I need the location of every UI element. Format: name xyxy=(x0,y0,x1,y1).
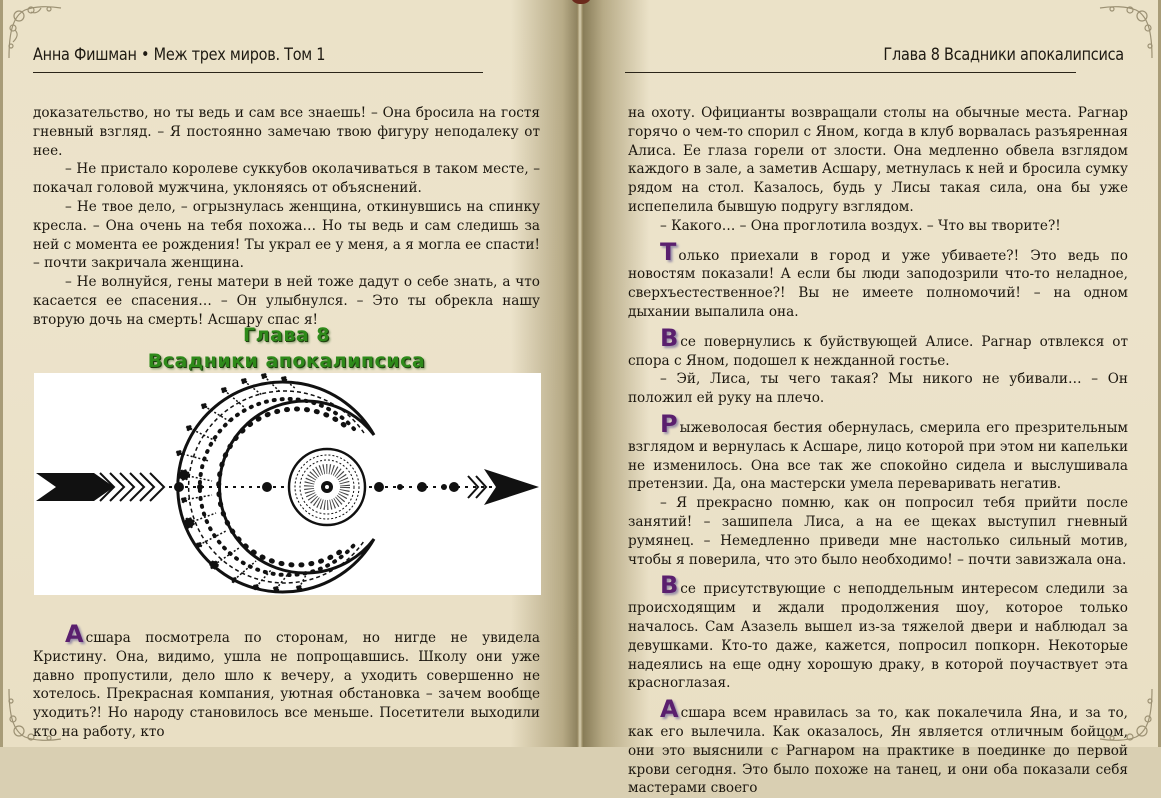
paragraph: – Какого… – Она проглотила воздух. – Что вы творите?! xyxy=(660,217,1061,234)
paragraph-text: се присутствующие с неподдельным интересом следили за происходящим и ждали продолжения шоу, которое только началось. Сам Азазель вышел из-за тяжелой двери и наблюдал за девушками. Кто-то даже, кажется, попросил попкорн. Некоторые надеялись на еще одну хорошую драку, в которой поучаствует эта красноглазая. xyxy=(628,581,1128,692)
drop-cap: В xyxy=(660,323,679,352)
paragraph xyxy=(33,620,540,742)
left-page xyxy=(0,0,580,747)
paragraph-text: сшара посмотрела по сторонам, но нигде не увидела Кристину. Она, видимо, ушла не попрощавшись. Школу они уже давно пропустили, дело шло к вечеру, а уходить совершенно не хотелось. Прекрасная компания, уютная обстановка – зачем вообще уходить?! Но народу становилось все меньше. Посетители выходили кто на работу, кто xyxy=(33,630,540,740)
left-text-block xyxy=(33,104,540,330)
drop-cap: Т xyxy=(660,237,677,266)
paragraph-text: ыжеволосая бестия обернулась, смерила его презрительным взглядом и вернулась к Асшаре, лицо которой при этом ни капельки не изменилось. Она все так же спокойно сидела и выслушивала претензии. Да, она мастерски умела переваривать негатив. xyxy=(628,419,1128,493)
paragraph xyxy=(628,237,1128,322)
drop-cap: А xyxy=(660,695,679,724)
drop-cap: В xyxy=(660,571,679,600)
chapter-number: Глава 8 xyxy=(242,324,331,346)
paragraph: – Эй, Лиса, ты чего такая? Мы никого не убивали… – Он положил ей руку на плечо. xyxy=(628,371,1128,407)
book-spine xyxy=(577,0,583,747)
right-text-block xyxy=(628,104,1128,798)
left-text-block-bottom xyxy=(33,620,540,742)
drop-cap: Р xyxy=(660,409,678,438)
paragraph-text: се повернулись к буйствующей Алисе. Рагнар отвлекся от спора с Яном, подошел к нежданной гостье. xyxy=(628,333,1128,369)
crescent-moon-arrow-icon xyxy=(34,373,541,595)
paragraph xyxy=(628,323,1128,371)
paragraph-text: сшара всем нравилась за то, как покалечила Яна, и за то, как его вылечила. Как оказалось, Ян является отличным бойцом, они это выяснили с Рагнаром на практике в поединке до первой крови сегодня. Это было похоже на танец, и они оба показали себя мастерами своего xyxy=(628,705,1128,797)
paragraph: на охоту. Официанты возвращали столы на обычные места. Рагнар горячо о чем-то спорил с Яном, когда в клуб ворвалась разъяренная Алиса. Ее глаза горели от злости. Она медленно обвела взглядом каждого в зале, а заметив Асшару, метнулась к ней и бросила сумку рядом на стол. Казалось, будь у Лисы такая сила, она бы уже испепелила бывшую подругу взглядом. xyxy=(628,105,1128,215)
paragraph xyxy=(628,571,1128,693)
paragraph xyxy=(628,695,1128,798)
paragraph: – Не твое дело, – огрызнулась женщина, откинувшись на спинку кресла. – Она очень на тебя похожа… Но ты ведь и сам следишь за ней с момента ее рождения! Ты украл ее у меня, а я могла ее спасти! – почти закричала женщина. xyxy=(33,198,540,272)
right-page xyxy=(580,0,1161,797)
running-head-author-title: Анна Фишман • Меж трех миров. Том 1 xyxy=(33,45,326,65)
paragraph xyxy=(628,409,1128,494)
paragraph: доказательство, но ты ведь и сам все знаешь! – Она бросила на гостя гневный взгляд. – Я постоянно замечаю твою фигуру неподалеку от нее. xyxy=(33,105,540,159)
paragraph: – Я прекрасно помню, как он попросил тебя прийти после занятий! – зашипела Лиса, а на ее щеках выступил гневный румянец. – Немедленно приведи мне настолько сильный мотив, чтобы я поверила, что это было необходимо! – почти завизжала она. xyxy=(628,495,1128,568)
paragraph: – Не пристало королеве суккубов околачиваться в таком месте, – покачал головой мужчина, уклоняясь от объяснений. xyxy=(33,161,540,197)
paragraph: – Не волнуйся, гены матери в ней тоже дадут о себе знать, а что касается ее спасения… – Он улыбнулся. – Это ты обрекла нашу вторую дочь на смерть! Асшару спас я! xyxy=(33,274,540,328)
paragraph-text: олько приехали в город и уже убиваете?! Это ведь по новостям показали! А если бы люди заподозрили что-то неладное, сверхъестественное?! Вы не имеете полномочий! – на одном дыхании выпалила она. xyxy=(628,247,1128,320)
chapter-heading xyxy=(33,322,540,374)
chapter-name: Всадники апокалипсиса xyxy=(147,350,426,372)
running-head-chapter: Глава 8 Всадники апокалипсиса xyxy=(883,45,1124,65)
drop-cap: А xyxy=(65,620,84,648)
chapter-illustration xyxy=(34,373,541,595)
header-rule xyxy=(33,72,483,73)
header-rule xyxy=(625,72,1076,73)
